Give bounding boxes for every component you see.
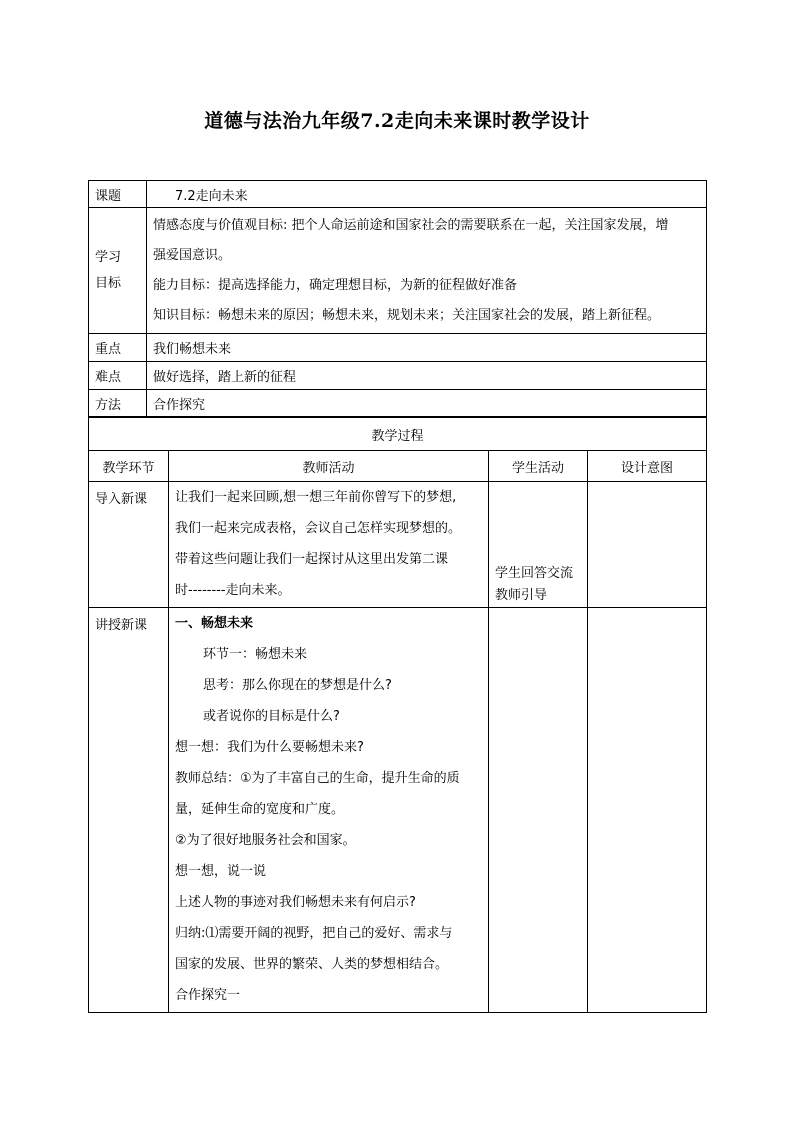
lecture-line: 想一想：我们为什么要畅想未来? xyxy=(175,740,364,755)
intro-student-line: 学生回答交流 xyxy=(495,566,574,581)
intro-teacher-line: 让我们一起来回顾,想一想三年前你曾写下的梦想, xyxy=(175,490,457,505)
col-header-intent: 设计意图 xyxy=(588,451,707,482)
lecture-line: 量，延伸生命的宽度和广度。 xyxy=(175,802,345,817)
process-header: 教学过程 xyxy=(89,418,707,451)
goals-content xyxy=(147,208,707,334)
goal-line: 知识目标：畅想未来的原因；畅想未来，规划未来；关注国家社会的发展，踏上新征程。 xyxy=(153,307,661,323)
topic-value xyxy=(147,181,707,208)
col-header-student: 学生活动 xyxy=(489,451,588,482)
intro-student xyxy=(489,482,588,608)
lecture-teacher xyxy=(169,608,489,1013)
info-table xyxy=(88,180,707,417)
lecture-line: 想一想，说一说 xyxy=(175,864,267,879)
method-label: 方法 xyxy=(89,390,147,417)
intro-stage: 导入新课 xyxy=(89,482,169,608)
lecture-line: 合作探究一 xyxy=(175,988,241,1003)
goals-row xyxy=(89,208,707,334)
lecture-student xyxy=(489,608,588,1013)
process-table xyxy=(88,417,707,1013)
intro-teacher xyxy=(169,482,489,608)
difficulty-label: 难点 xyxy=(89,362,147,390)
intro-teacher-line: 时--------走向未来。 xyxy=(175,583,291,598)
topic-row xyxy=(89,181,707,208)
method-row xyxy=(89,390,707,417)
intro-intent xyxy=(588,482,707,608)
lecture-line: 国家的发展、世界的繁荣、人类的梦想相结合。 xyxy=(175,957,449,972)
intro-student-line: 教师引导 xyxy=(495,588,548,603)
difficulty-value: 做好选择，踏上新的征程 xyxy=(147,362,707,390)
goal-line: 能力目标：提高选择能力，确定理想目标，为新的征程做好准备 xyxy=(153,277,518,293)
lecture-line: 或者说你的目标是什么? xyxy=(203,709,340,724)
goal-line: 强爱国意识。 xyxy=(153,247,232,263)
goals-label-2: 目标 xyxy=(95,275,122,291)
intro-teacher-line: 带着这些问题让我们一起探讨从这里出发第二课 xyxy=(175,552,449,567)
lecture-line: 归纳:⑴需要开阔的视野，把自己的爱好、需求与 xyxy=(175,926,453,941)
lecture-line: 思考：那么你现在的梦想是什么? xyxy=(203,678,392,693)
key-label: 重点 xyxy=(89,334,147,362)
topic-value-text: 7.2走向未来 xyxy=(175,188,248,204)
lecture-stage: 讲授新课 xyxy=(89,608,169,1013)
intro-row xyxy=(89,482,707,608)
lecture-line: 环节一：畅想未来 xyxy=(203,647,308,662)
intro-teacher-line: 我们一起来完成表格，会议自己怎样实现梦想的。 xyxy=(175,521,462,536)
key-row xyxy=(89,334,707,362)
page-title: 道德与法治九年级7.2走向未来课时教学设计 xyxy=(204,110,590,132)
goals-label xyxy=(89,208,147,334)
process-header-row xyxy=(89,418,707,451)
col-header-stage: 教学环节 xyxy=(89,451,169,482)
difficulty-row xyxy=(89,362,707,390)
key-value: 我们畅想未来 xyxy=(147,334,707,362)
topic-label: 课题 xyxy=(89,181,147,208)
goal-line: 情感态度与价值观目标: 把个人命运前途和国家社会的需要联系在一起，关注国家发展，增 xyxy=(153,217,669,233)
goals-label-1: 学习 xyxy=(95,249,122,265)
lecture-row xyxy=(89,608,707,1013)
lecture-heading: 一、畅想未来 xyxy=(175,616,254,631)
lecture-line: ②为了很好地服务社会和国家。 xyxy=(175,833,356,848)
col-header-teacher: 教师活动 xyxy=(169,451,489,482)
lecture-line: 教师总结：①为了丰富自己的生命，提升生命的质 xyxy=(175,771,460,786)
lecture-line: 上述人物的事迹对我们畅想未来有何启示? xyxy=(175,895,416,910)
lecture-intent xyxy=(588,608,707,1013)
method-value: 合作探究 xyxy=(147,390,707,417)
column-header-row xyxy=(89,451,707,482)
